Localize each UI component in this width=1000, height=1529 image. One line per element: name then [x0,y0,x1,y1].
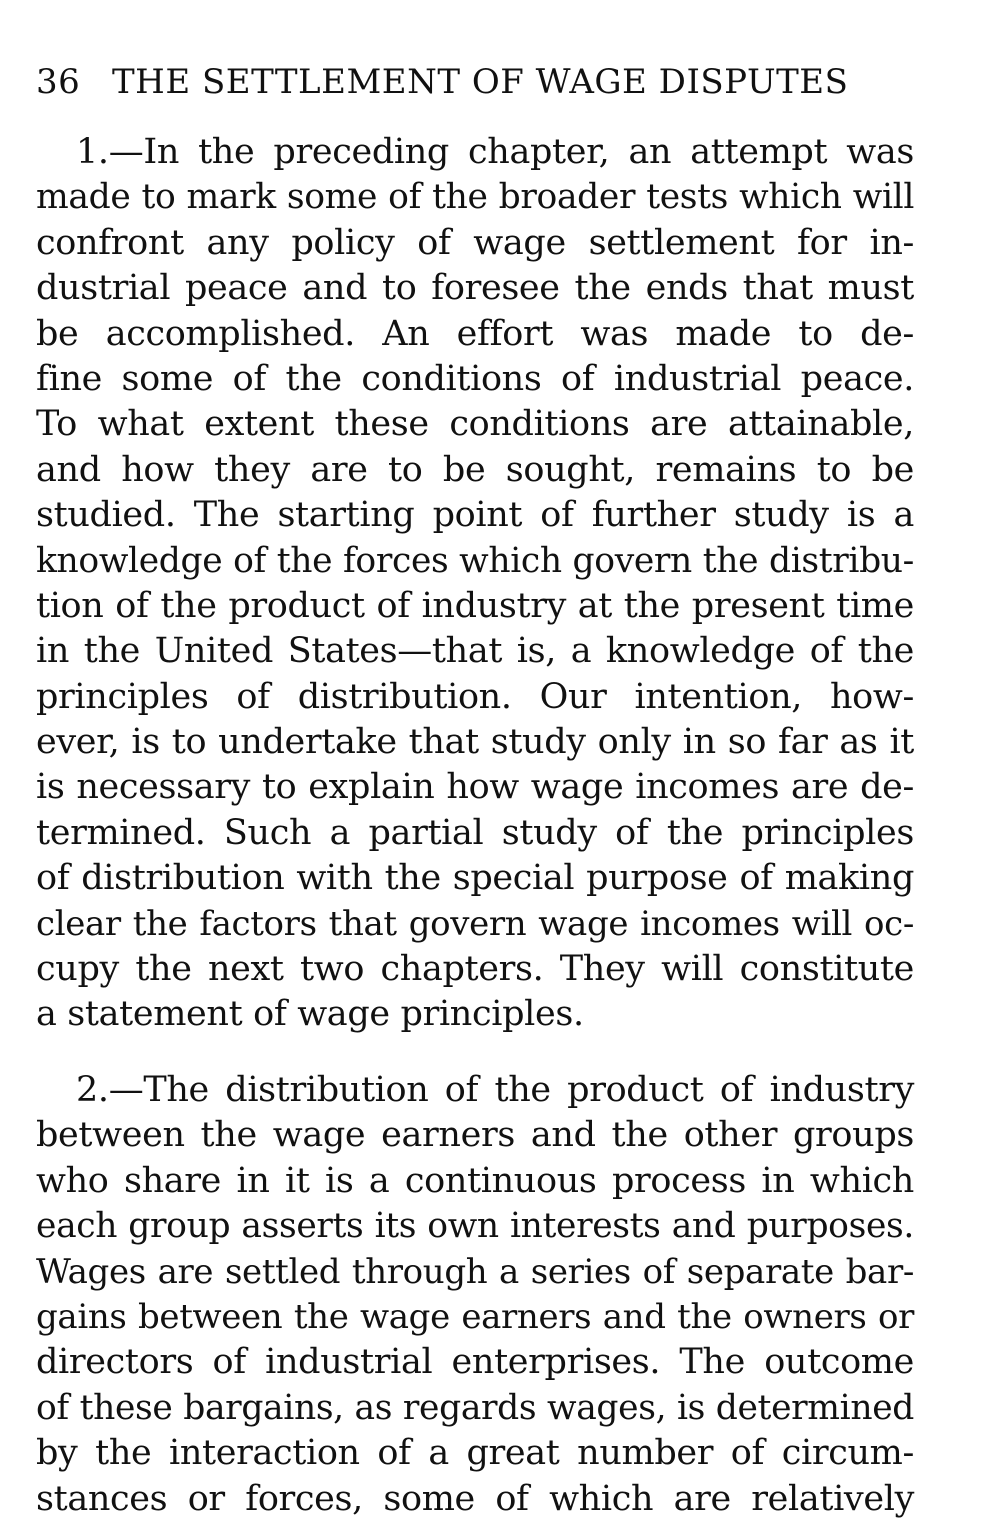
text-line: studied. The starting point of further study is a [36,495,914,536]
text-line: clear the factors that govern wage incomes will oc- [36,903,914,944]
text-line: of distribution with the special purpose of making [36,858,914,899]
text-line: gains between the wage earners and the owners or [36,1296,914,1337]
text-line: dustrial peace and to foresee the ends that must [36,268,914,309]
text-line: who share in it is a continuous process in which [36,1160,914,1201]
text-line: 1.—In the preceding chapter, an attempt was [76,132,914,172]
text-line: To what extent these conditions are attainable, [36,404,914,445]
text-line: cupy the next two chapters. They will constitute [36,949,914,990]
text-line: Wages are settled through a series of separate bar- [36,1251,914,1292]
text-line: knowledge of the forces which govern the distribu- [36,540,914,581]
running-head [36,62,916,102]
text-line: tion of the product of industry at the present time [36,585,914,626]
text-line: principles of distribution. Our intention, how- [36,676,914,717]
text-line: fine some of the conditions of industrial peace. [36,358,914,399]
text-line: made to mark some of the broader tests which will [36,177,914,218]
text-line: 2.—The distribution of the product of industry [76,1070,914,1110]
text-line: ever, is to undertake that study only in so far as it [36,722,914,763]
running-title: THE SETTLEMENT OF WAGE DISPUTES [112,62,849,102]
page-number: 36 [36,62,81,102]
text-line: stances or forces, some of which are relatively [36,1478,914,1519]
text-line: each group asserts its own interests and purposes. [36,1206,914,1247]
text-line: and how they are to be sought, remains to be [36,449,914,490]
text-line: by the interaction of a great number of circum- [36,1433,914,1474]
text-line: be accomplished. An effort was made to de- [36,313,914,354]
text-line: confront any policy of wage settlement for in- [36,222,914,263]
text-line: of these bargains, as regards wages, is determined [36,1387,914,1428]
text-line: between the wage earners and the other groups [36,1115,914,1156]
text-line: a statement of wage principles. [36,994,584,1035]
text-line: in the United States—that is, a knowledge of the [36,631,914,672]
paragraph-2 [36,1068,914,1522]
paragraph-1 [36,130,914,1038]
text-line: directors of industrial enterprises. The outcome [36,1342,914,1383]
text-line: termined. Such a partial study of the principles [36,812,914,853]
text-line: is necessary to explain how wage incomes are de- [36,767,914,808]
